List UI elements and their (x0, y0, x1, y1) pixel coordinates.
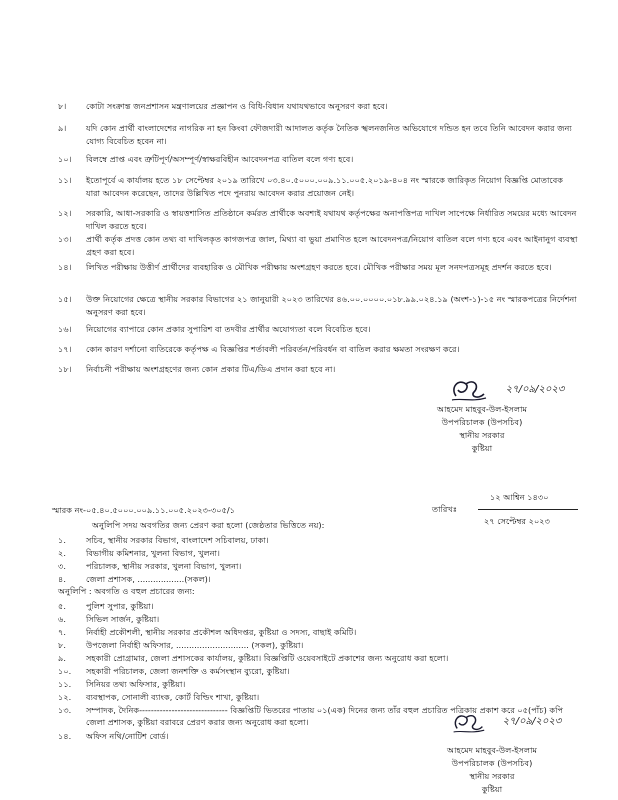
signature-scribble (450, 710, 486, 736)
copy-number: ৩. (58, 561, 66, 571)
copy-text: জেলা প্রশাসক, ..................(সকল)। (86, 574, 211, 584)
copy-number: ৬. (58, 614, 66, 624)
signatory-office: স্থানীয় সরকার (459, 430, 505, 440)
copy-number: ৪. (58, 574, 66, 584)
condition-number: ১৩। (58, 234, 72, 244)
signatory-designation: উপপরিচালক (উপসচিব) (451, 758, 533, 768)
signatory-name: আহমেদ মাহবুব-উল-ইসলাম (446, 745, 537, 755)
copy-number: ৯. (58, 653, 66, 663)
condition-number: ১২। (58, 208, 72, 218)
copy-heading-secondary: অনুলিপি : অবগতি ও বহুল প্রচারের জন্য: (58, 586, 195, 596)
copy-number: ১১. (58, 679, 72, 689)
condition-text: লিখিত পরীক্ষায় উত্তীর্ণ প্রার্থীদের ব্যবহারিক ও মৌখিক পরীক্ষায় অংশগ্রহণ করতে হবে। মৌখিক পরীক্ষার সময় মূল সনদপত্রসমূহ প্রদর্শন করতে হবে। (86, 262, 552, 272)
signature-scribble (448, 376, 488, 404)
copy-text: অফিস নথি/নোটিশ বোর্ড। (86, 731, 169, 741)
copy-number: ১২. (58, 692, 72, 702)
condition-text: যদি কোন প্রার্থী বাংলাদেশের নাগরিক না হন কিংবা ফৌজদারী আদালত কর্তৃক নৈতিক স্খলনজনিত অভিযোগে দন্ডিত হন তবে তিনি আবেদন করার জন্য যোগ্য বিবেচিত হবেন না। (86, 123, 572, 146)
copy-text: বিভাগীয় কমিশনার, খুলনা বিভাগ, খুলনা। (86, 548, 220, 558)
condition-text: বিলম্বে প্রাপ্ত এবং ত্রুটিপূর্ণ/অসম্পূর্ণ/স্বাক্ষরবিহীন আবেদনপত্র বাতিল বলে গণ্য হবে। (86, 154, 354, 164)
copy-heading: অনুলিপি সদয় অবগতির জন্য প্রেরণ করা হলো (জেষ্ঠতার ভিত্তিতে নয়): (92, 520, 325, 530)
signature-date-handwritten: ২৭/০৯/২০২৩ (505, 384, 565, 395)
signature-block (402, 403, 562, 455)
signatory-name: আহমেদ মাহবুব-উল-ইসলাম (436, 404, 527, 414)
condition-text: প্রার্থী কর্তৃক প্রদত্ত কোন তথ্য বা দাখিলকৃত কাগজপত্র জাল, মিথ্যা বা ভুয়া প্রমাণিত হলে আবেদনপত্র/নিয়োগ বাতিল বলে গণ্য হবে এবং আইনানুগ ব্যবস্থা গ্রহণ করা হবে। (86, 234, 578, 257)
copy-text: সহকারী পরিচালক, জেলা জনশক্তি ও কর্মসংস্থান ব্যুরো, কুষ্টিয়া। (86, 666, 290, 676)
copy-text: উপজেলা নির্বাহী অফিসার, ............................ (সকল), কুষ্টিয়া। (86, 640, 304, 650)
signature-date-handwritten: ২৭/০৯/২০২৩ (502, 716, 562, 727)
condition-number: ১৬। (58, 324, 72, 334)
condition-number: ১৫। (58, 294, 72, 304)
copy-number: ১৩. (58, 705, 72, 715)
copy-text: সিনিয়র তথ্য অফিসার, কুষ্টিয়া। (86, 679, 186, 689)
condition-number: ৯। (58, 123, 67, 133)
condition-number: ১৭। (58, 344, 72, 354)
date-gregorian: ২৭ সেপ্টেম্বর ২০২৩ (484, 516, 550, 526)
condition-text: কোন কারণ দর্শানো ব্যতিরেকে কর্তৃপক্ষ এ বিজ্ঞপ্তির শর্তাবলী পরিবর্তন/পরিবর্ধন বা বাতিল করার ক্ষমতা সংরক্ষণ করে। (86, 344, 460, 354)
condition-text: নিয়োগের ব্যাপারে কোন প্রকার সুপারিশ বা তদবীর প্রার্থীর অযোগ্যতা বলে বিবেচিত হবে। (86, 324, 371, 334)
date-divider (478, 509, 578, 510)
memo-number: স্মারক নং-০৫.৪০.৫০০০.০০৯.১১.০০৫.২০২৩-৩০৫/১ (52, 505, 235, 515)
condition-text: নির্বাচনী পরীক্ষায় অংশগ্রহণের জন্য কোন প্রকার টিএ/ডিএ প্রদান করা হবে না। (86, 364, 336, 374)
condition-text: কোটা সংক্রান্ত জনপ্রশাসন মন্ত্রণালয়ের প্রজ্ঞাপন ও বিধি-বিধান যথাযথভাবে অনুসরণ করা হবে। (86, 101, 388, 111)
signatory-designation: উপপরিচালক (উপসচিব) (441, 417, 523, 427)
copy-number: ২. (58, 548, 66, 558)
copy-text: ব্যবস্থাপক, সোনালী ব্যাংক, কোর্ট বিল্ডিং শাখা, কুষ্টিয়া। (86, 692, 260, 702)
copy-text: সিভিল সার্জন, কুষ্টিয়া। (86, 614, 160, 624)
condition-text: সরকারি, আধা-সরকারি ও স্বায়ত্তশাসিত প্রতিষ্ঠানে কর্মরত প্রার্থীকে অবশ্যই যথাযথ কর্তৃপক্ষের অনাপত্তিপত্র দাখিল সাপেক্ষে নির্ধারিত সময়ের মধ্যে আবেদন দাখিল করতে হবে। (86, 208, 577, 231)
condition-number: ৮। (58, 101, 67, 111)
copy-number: ৫. (58, 601, 66, 611)
copy-text: সম্পাদক, দৈনিক------------------------------ বিজ্ঞপ্তিটি ভিতরের পাতায় ০১(এক) দিনের জন্য তাঁর বহুল প্রচারিত পত্রিকায় প্রকাশ করে ০৫(পাঁচ) কপি জেলা প্রশাসক, কুষ্টিয়া বরাবরে প্রেরণ করার জন্য অনুরোধ করা হলো। (86, 705, 564, 727)
copy-text: নির্বাহী প্রকৌশলী, স্থানীয় সরকার প্রকৌশল অধিদপ্তর, কুষ্টিয়া ও সদস্য, বাছাই কমিটি। (86, 627, 357, 637)
signatory-location: কুষ্টিয়া (471, 443, 493, 453)
condition-number: ১০। (58, 154, 72, 164)
copy-text: পরিচালক, স্থানীয় সরকার, খুলনা বিভাগ, খুলনা। (86, 561, 242, 571)
condition-number: ১৮। (58, 364, 72, 374)
copy-number: ১৪. (58, 731, 72, 741)
signature-block (412, 744, 572, 796)
copy-text: সচিব, স্থানীয় সরকার বিভাগ, বাংলাদেশ সচিবালয়, ঢাকা। (86, 535, 269, 545)
condition-text: ইতোপূর্বে এ কার্যালয় হতে ১৮ সেপ্টেম্বর ২০১৯ তারিখে ০৩.৪০.৫০০০.০০৯.১১.০০৫.২০১৯-৪০৪ নং স্মারকে জারিকৃত নিয়োগ বিজ্ঞপ্তি মোতাবেক যারা আবেদন করেছেন, তাদের উল্লিখিত পদে পুনরায় আবেদন করার প্রয়োজন নেই। (86, 175, 564, 198)
copy-number: ১০. (58, 666, 72, 676)
condition-number: ১১। (58, 175, 72, 185)
copy-number: ৮. (58, 640, 66, 650)
condition-number: ১৪। (58, 262, 72, 272)
copy-number: ৭. (58, 627, 66, 637)
signatory-office: স্থানীয় সরকার (469, 771, 515, 781)
date-label: তারিখঃ (432, 504, 458, 514)
copy-text: সহকারী প্রোগ্রামার, জেলা প্রশাসকের কার্যালয়, কুষ্টিয়া। বিজ্ঞপ্তিটি ওয়েবসাইটে প্রকাশের জন্য অনুরোধ করা হলো। (86, 653, 449, 663)
copy-number: ১. (58, 535, 66, 545)
date-bangla-calendar: ১২ আশ্বিন ১৪৩০ (490, 492, 549, 502)
copy-text: পুলিশ সুপার, কুষ্টিয়া। (86, 601, 154, 611)
condition-text: উক্ত নিয়োগের ক্ষেত্রে স্থানীয় সরকার বিভাগের ২১ জানুয়ারী ২০২৩ তারিখের ৪৬.০০.০০০০.০১৮.৯৯.০২৪.১৯ (অংশ-১)-১৫ নং স্মারকপত্রের নির্দেশনা অনুসরণ করা হবে। (86, 294, 577, 317)
signatory-location: কুষ্টিয়া (481, 784, 503, 794)
